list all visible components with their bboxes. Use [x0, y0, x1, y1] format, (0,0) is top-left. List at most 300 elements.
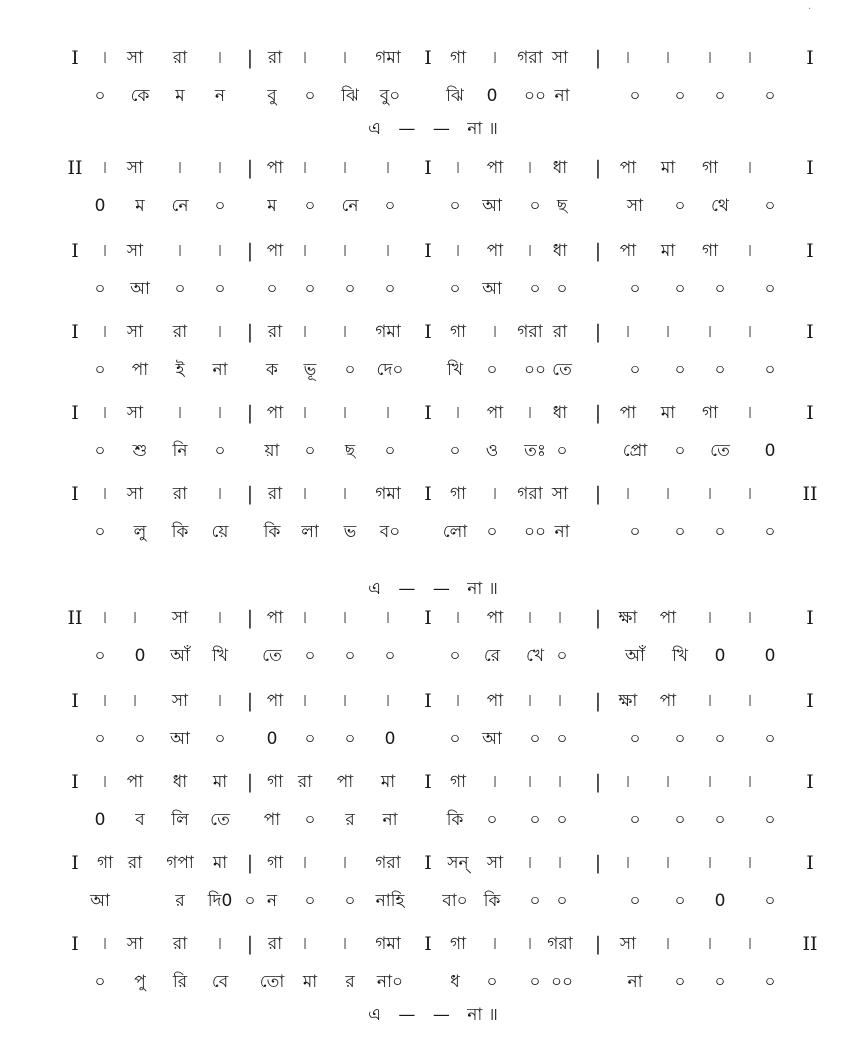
note-symbol: ৷ — [748, 772, 752, 792]
note-symbol: ৷ — [456, 241, 460, 261]
lyric-row — [0, 883, 852, 919]
lyric-syllable: ০ — [764, 972, 776, 992]
lyric-syllable: র — [345, 810, 355, 830]
bar-line: I — [71, 47, 79, 69]
note-symbol: গরা — [547, 934, 573, 954]
lyric-syllable: থে — [711, 196, 729, 216]
bar-line: | — [246, 607, 254, 629]
lyric-syllable: ম — [135, 196, 145, 216]
note-symbol: ৷ — [343, 853, 347, 873]
bar-line: I — [806, 47, 814, 69]
lyric-syllable: মা — [302, 972, 318, 992]
bar-line: I — [806, 852, 814, 874]
lyric-syllable: ০ — [674, 810, 686, 830]
bar-line: II — [802, 483, 818, 505]
lyric-syllable: ০ — [94, 279, 106, 299]
note-symbol: গা — [701, 403, 719, 423]
note-symbol: পা — [619, 158, 637, 178]
note-symbol: ৷ — [218, 322, 222, 342]
lyric-syllable: 0 — [486, 86, 498, 106]
note-symbol: ৷ — [626, 322, 630, 342]
note-symbol: রা — [172, 934, 188, 954]
lyric-syllable: ০ — [764, 891, 776, 911]
note-symbol: পা — [266, 691, 284, 711]
lyric-syllable: ০ — [764, 810, 776, 830]
bar-line: I — [424, 607, 432, 629]
bar-line: I — [806, 607, 814, 629]
lyric-syllable: ০ — [486, 360, 498, 380]
lyric-syllable: ০ — [449, 729, 461, 749]
bar-line: II — [67, 607, 83, 629]
bar-line: | — [246, 47, 254, 69]
note-symbol: ৷ — [386, 158, 390, 178]
note-symbol: ৷ — [708, 484, 712, 504]
note-symbol: পা — [619, 403, 637, 423]
note-symbol: ৷ — [343, 934, 347, 954]
lyric-syllable: ০ — [556, 729, 568, 749]
note-symbol: ৷ — [343, 403, 347, 423]
note-symbol: গপা — [166, 853, 194, 873]
note-symbol: সা — [551, 484, 569, 504]
bar-line: I — [424, 47, 432, 69]
refrain-line: এ — — না॥ — [368, 579, 504, 599]
bar-line: | — [594, 240, 602, 262]
lyric-syllable: ০ — [714, 279, 726, 299]
note-symbol: ৷ — [103, 403, 107, 423]
lyric-syllable: পু — [134, 972, 146, 992]
note-symbol: সা — [126, 158, 144, 178]
lyric-syllable: ০ — [266, 279, 278, 299]
bar-line: | — [246, 852, 254, 874]
lyric-syllable: ০ — [556, 810, 568, 830]
lyric-syllable: ০ — [486, 522, 498, 542]
bar-line: I — [424, 933, 432, 955]
note-row — [0, 845, 852, 881]
note-symbol: সা — [551, 48, 569, 68]
note-symbol: ৷ — [103, 322, 107, 342]
lyric-syllable: ০ — [556, 279, 568, 299]
note-symbol: ৷ — [103, 484, 107, 504]
bar-line: I — [424, 690, 432, 712]
note-symbol: মা — [660, 403, 676, 423]
note-symbol: ৷ — [528, 691, 532, 711]
bar-line: I — [424, 852, 432, 874]
note-row — [0, 683, 852, 719]
lyric-syllable: ও — [485, 441, 499, 461]
lyric-syllable: ০ — [384, 279, 396, 299]
lyric-syllable: ০ — [304, 196, 316, 216]
note-symbol: মা — [660, 241, 676, 261]
lyric-syllable: ০ — [384, 441, 396, 461]
notation-stave — [0, 764, 852, 838]
note-symbol: রা — [127, 853, 143, 873]
note-symbol: ৷ — [708, 772, 712, 792]
note-symbol: ৷ — [558, 691, 562, 711]
bar-line: I — [424, 483, 432, 505]
note-symbol: ৷ — [303, 158, 307, 178]
note-symbol: গা — [96, 853, 114, 873]
bar-line: I — [71, 933, 79, 955]
bar-line: | — [594, 321, 602, 343]
note-symbol: গা — [449, 934, 467, 954]
note-symbol: ৷ — [666, 853, 670, 873]
bar-line: | — [246, 771, 254, 793]
note-symbol: ৷ — [708, 48, 712, 68]
bar-line: | — [594, 690, 602, 712]
lyric-syllable: ০ — [764, 522, 776, 542]
note-symbol: ৷ — [103, 691, 107, 711]
bar-line: I — [71, 240, 79, 262]
lyric-row — [0, 802, 852, 838]
lyric-syllable: ০ — [344, 891, 356, 911]
note-symbol: সা — [126, 48, 144, 68]
lyric-syllable: তঃ — [524, 441, 546, 461]
lyric-syllable: ০ — [529, 279, 541, 299]
lyric-syllable: ০ — [556, 891, 568, 911]
note-symbol: ৷ — [748, 241, 752, 261]
lyric-syllable: ০ — [674, 891, 686, 911]
lyric-syllable: ০ — [94, 441, 106, 461]
lyric-row — [0, 271, 852, 307]
lyric-syllable: আ — [90, 891, 110, 911]
note-symbol: ৷ — [103, 772, 107, 792]
lyric-syllable: তে — [552, 360, 572, 380]
lyric-syllable: বে — [211, 972, 229, 992]
lyric-syllable: ০ — [674, 522, 686, 542]
lyric-syllable: লো — [442, 522, 468, 542]
lyric-syllable: ০০ — [523, 86, 547, 106]
lyric-syllable: ০ — [674, 360, 686, 380]
lyric-syllable: 0 — [134, 646, 146, 666]
note-symbol: ৷ — [133, 608, 137, 628]
note-symbol: ৷ — [666, 484, 670, 504]
bar-line: I — [424, 771, 432, 793]
note-symbol: গমা — [375, 322, 401, 342]
bar-line: I — [424, 157, 432, 179]
note-symbol: ৷ — [528, 608, 532, 628]
bar-line: | — [246, 321, 254, 343]
lyric-syllable: বু০ — [379, 86, 401, 106]
note-symbol: রা — [267, 934, 283, 954]
bar-line: | — [594, 852, 602, 874]
bar-line: I — [424, 402, 432, 424]
note-symbol: মা — [380, 772, 396, 792]
lyric-syllable: পা — [131, 360, 149, 380]
note-symbol: গা — [449, 484, 467, 504]
lyric-syllable: আ — [482, 196, 502, 216]
lyric-syllable: ০ — [764, 729, 776, 749]
lyric-syllable: ০ — [556, 441, 568, 461]
note-symbol: ৷ — [343, 691, 347, 711]
note-symbol: রা — [297, 772, 313, 792]
lyric-syllable: ছ — [344, 441, 356, 461]
note-symbol: গরা — [517, 322, 543, 342]
notation-stave — [0, 683, 852, 757]
note-symbol: গরা — [517, 48, 543, 68]
lyric-syllable: ০ — [529, 196, 541, 216]
lyric-syllable: ০০ — [550, 972, 574, 992]
lyric-syllable: য়ে — [211, 522, 229, 542]
lyric-syllable: ০ — [94, 86, 106, 106]
note-symbol: ৷ — [528, 241, 532, 261]
note-symbol: ৷ — [748, 158, 752, 178]
lyric-syllable: ব — [135, 810, 145, 830]
lyric-row — [0, 721, 852, 757]
lyric-syllable: ০ — [714, 522, 726, 542]
bar-line: I — [806, 402, 814, 424]
note-symbol: ৷ — [303, 322, 307, 342]
lyric-syllable: ০ — [344, 279, 356, 299]
lyric-syllable: না — [382, 810, 398, 830]
lyric-syllable: ম — [267, 196, 277, 216]
lyric-syllable: ০ — [714, 86, 726, 106]
lyric-syllable: বা০ — [442, 891, 468, 911]
note-symbol: পা — [126, 772, 144, 792]
note-symbol: ৷ — [748, 608, 752, 628]
note-symbol: পা — [266, 608, 284, 628]
lyric-syllable: দি0 — [207, 891, 233, 911]
note-symbol: ৷ — [218, 241, 222, 261]
note-symbol: পা — [659, 691, 677, 711]
note-symbol: ৷ — [343, 241, 347, 261]
lyric-row — [0, 964, 852, 1000]
lyric-syllable: ০ — [556, 646, 568, 666]
note-symbol: ক্ষা — [618, 608, 638, 628]
note-symbol: ৷ — [343, 608, 347, 628]
note-symbol: ৷ — [666, 772, 670, 792]
lyric-syllable: ন — [266, 891, 278, 911]
lyric-syllable: ই — [175, 360, 185, 380]
note-symbol: ৷ — [343, 48, 347, 68]
lyric-syllable: ০ — [629, 891, 641, 911]
note-symbol: পা — [336, 772, 354, 792]
lyric-syllable: নে — [341, 196, 359, 216]
lyric-syllable: কে — [130, 86, 150, 106]
lyric-syllable: ০ — [449, 196, 461, 216]
notation-stave — [0, 395, 852, 469]
bar-line: | — [246, 483, 254, 505]
lyric-syllable: পা — [263, 810, 281, 830]
note-row — [0, 395, 852, 431]
lyric-syllable: ০ — [344, 646, 356, 666]
lyric-row — [0, 433, 852, 469]
lyric-syllable: লি — [171, 810, 189, 830]
note-symbol: ৷ — [748, 48, 752, 68]
lyric-syllable: না — [212, 360, 228, 380]
lyric-syllable: আ — [482, 279, 502, 299]
bar-line: | — [594, 933, 602, 955]
lyric-syllable: ০ — [214, 279, 226, 299]
lyric-syllable: 0 — [266, 729, 278, 749]
lyric-syllable: আ — [170, 729, 190, 749]
lyric-syllable: ০ — [304, 729, 316, 749]
bar-line: | — [246, 402, 254, 424]
bar-line: | — [594, 402, 602, 424]
note-symbol: ৷ — [386, 403, 390, 423]
bar-line: | — [246, 933, 254, 955]
note-symbol: রা — [172, 48, 188, 68]
note-symbol: গা — [449, 772, 467, 792]
note-row — [0, 764, 852, 800]
note-symbol: ৷ — [666, 934, 670, 954]
note-symbol: সা — [619, 934, 637, 954]
notation-stave — [0, 845, 852, 919]
note-symbol: গা — [701, 158, 719, 178]
lyric-syllable: নে — [171, 196, 189, 216]
lyric-syllable: ০০ — [523, 360, 547, 380]
note-symbol: গা — [449, 48, 467, 68]
lyric-syllable: র — [175, 891, 185, 911]
note-symbol: রা — [552, 322, 568, 342]
note-symbol: ৷ — [626, 484, 630, 504]
lyric-syllable: বু — [267, 86, 277, 106]
lyric-syllable: লু — [133, 522, 147, 542]
note-symbol: ৷ — [456, 691, 460, 711]
lyric-syllable: রে — [483, 646, 501, 666]
note-symbol: ৷ — [103, 934, 107, 954]
lyric-syllable: কি — [446, 810, 464, 830]
lyric-syllable: দে০ — [376, 360, 404, 380]
note-symbol: গমা — [375, 484, 401, 504]
note-symbol: ৷ — [103, 48, 107, 68]
note-row — [0, 233, 852, 269]
lyric-syllable: 0 — [94, 196, 106, 216]
lyric-syllable: ০ — [674, 729, 686, 749]
notation-stave — [0, 40, 852, 139]
lyric-syllable: ০ — [304, 279, 316, 299]
note-symbol: ৷ — [343, 484, 347, 504]
note-symbol: ৷ — [708, 853, 712, 873]
bar-line: | — [594, 157, 602, 179]
note-symbol: ৷ — [748, 853, 752, 873]
lyric-syllable: না — [554, 86, 570, 106]
note-symbol: সা — [126, 322, 144, 342]
note-symbol: ৷ — [708, 934, 712, 954]
lyric-syllable: আ — [482, 729, 502, 749]
note-symbol: ৷ — [218, 484, 222, 504]
note-symbol: পা — [266, 403, 284, 423]
bar-line: II — [802, 933, 818, 955]
note-symbol: সা — [126, 484, 144, 504]
notation-stave — [0, 926, 852, 1025]
lyric-syllable: ০ — [629, 86, 641, 106]
note-symbol: ৷ — [708, 322, 712, 342]
note-symbol: ৷ — [103, 241, 107, 261]
note-symbol: পা — [486, 158, 504, 178]
note-symbol: ৷ — [708, 608, 712, 628]
note-symbol: ৷ — [626, 772, 630, 792]
bar-line: | — [594, 483, 602, 505]
note-symbol: ৷ — [178, 241, 182, 261]
lyric-syllable: ০ — [384, 196, 396, 216]
lyric-syllable: ০ — [674, 279, 686, 299]
note-symbol: সা — [486, 853, 504, 873]
note-symbol: সা — [171, 691, 189, 711]
lyric-syllable: ০ — [304, 441, 316, 461]
note-symbol: ৷ — [493, 772, 497, 792]
note-symbol: মা — [660, 158, 676, 178]
note-symbol: ৷ — [748, 934, 752, 954]
note-symbol: ৷ — [103, 158, 107, 178]
lyric-syllable: ন — [214, 86, 226, 106]
lyric-syllable: ক — [266, 360, 278, 380]
note-symbol: সা — [171, 608, 189, 628]
note-symbol: ধা — [172, 772, 188, 792]
note-symbol: ৷ — [303, 241, 307, 261]
note-symbol: ৷ — [303, 934, 307, 954]
lyric-syllable: ০ — [764, 279, 776, 299]
lyric-syllable: ০ — [304, 646, 316, 666]
note-symbol: ৷ — [626, 48, 630, 68]
note-symbol: ৷ — [386, 691, 390, 711]
note-symbol: ৷ — [218, 691, 222, 711]
lyric-syllable: ভূ — [303, 360, 317, 380]
notation-stave — [0, 150, 852, 224]
lyric-syllable: ০ — [94, 729, 106, 749]
lyric-row — [0, 188, 852, 224]
note-symbol: ৷ — [218, 403, 222, 423]
note-symbol: পা — [266, 158, 284, 178]
note-symbol: ৷ — [528, 853, 532, 873]
lyric-syllable: ০ — [344, 729, 356, 749]
note-symbol: ৷ — [748, 691, 752, 711]
note-symbol: ৷ — [303, 403, 307, 423]
note-symbol: পা — [486, 691, 504, 711]
note-symbol: ৷ — [218, 48, 222, 68]
note-symbol: রা — [267, 484, 283, 504]
page-corner-mark: · — [808, 4, 812, 15]
notation-stave — [0, 476, 852, 599]
note-symbol: রা — [267, 322, 283, 342]
bar-line: II — [67, 157, 83, 179]
lyric-syllable: সা — [626, 196, 644, 216]
lyric-syllable: ০ — [486, 972, 498, 992]
lyric-syllable: তে — [210, 810, 230, 830]
bar-line: I — [806, 771, 814, 793]
bar-line: | — [246, 157, 254, 179]
lyric-row — [0, 638, 852, 674]
lyric-syllable: ছ — [556, 196, 568, 216]
lyric-row — [0, 514, 852, 550]
lyric-syllable: য়া — [264, 441, 280, 461]
lyric-syllable: ঝি — [341, 86, 359, 106]
note-symbol: ৷ — [218, 158, 222, 178]
lyric-syllable: ০ — [449, 646, 461, 666]
lyric-syllable: ০ — [629, 522, 641, 542]
bar-line: I — [806, 157, 814, 179]
refrain-line: এ — — না॥ — [368, 119, 504, 139]
note-symbol: ৷ — [558, 772, 562, 792]
note-symbol: ৷ — [558, 853, 562, 873]
lyric-syllable: ০ — [629, 279, 641, 299]
note-symbol: ৷ — [626, 853, 630, 873]
note-symbol: ৷ — [748, 403, 752, 423]
lyric-syllable: ০ — [629, 810, 641, 830]
lyric-syllable: ০ — [529, 972, 541, 992]
bar-line: | — [246, 690, 254, 712]
lyric-syllable: খি — [446, 360, 464, 380]
note-symbol: পা — [486, 241, 504, 261]
lyric-syllable: ভ — [343, 522, 357, 542]
lyric-syllable: শু — [132, 441, 148, 461]
bar-line: | — [594, 771, 602, 793]
note-symbol: ৷ — [456, 158, 460, 178]
note-symbol: পা — [659, 608, 677, 628]
lyric-syllable: ০ — [94, 360, 106, 380]
bar-line: I — [424, 240, 432, 262]
bar-line: I — [71, 852, 79, 874]
notation-stave — [0, 314, 852, 388]
